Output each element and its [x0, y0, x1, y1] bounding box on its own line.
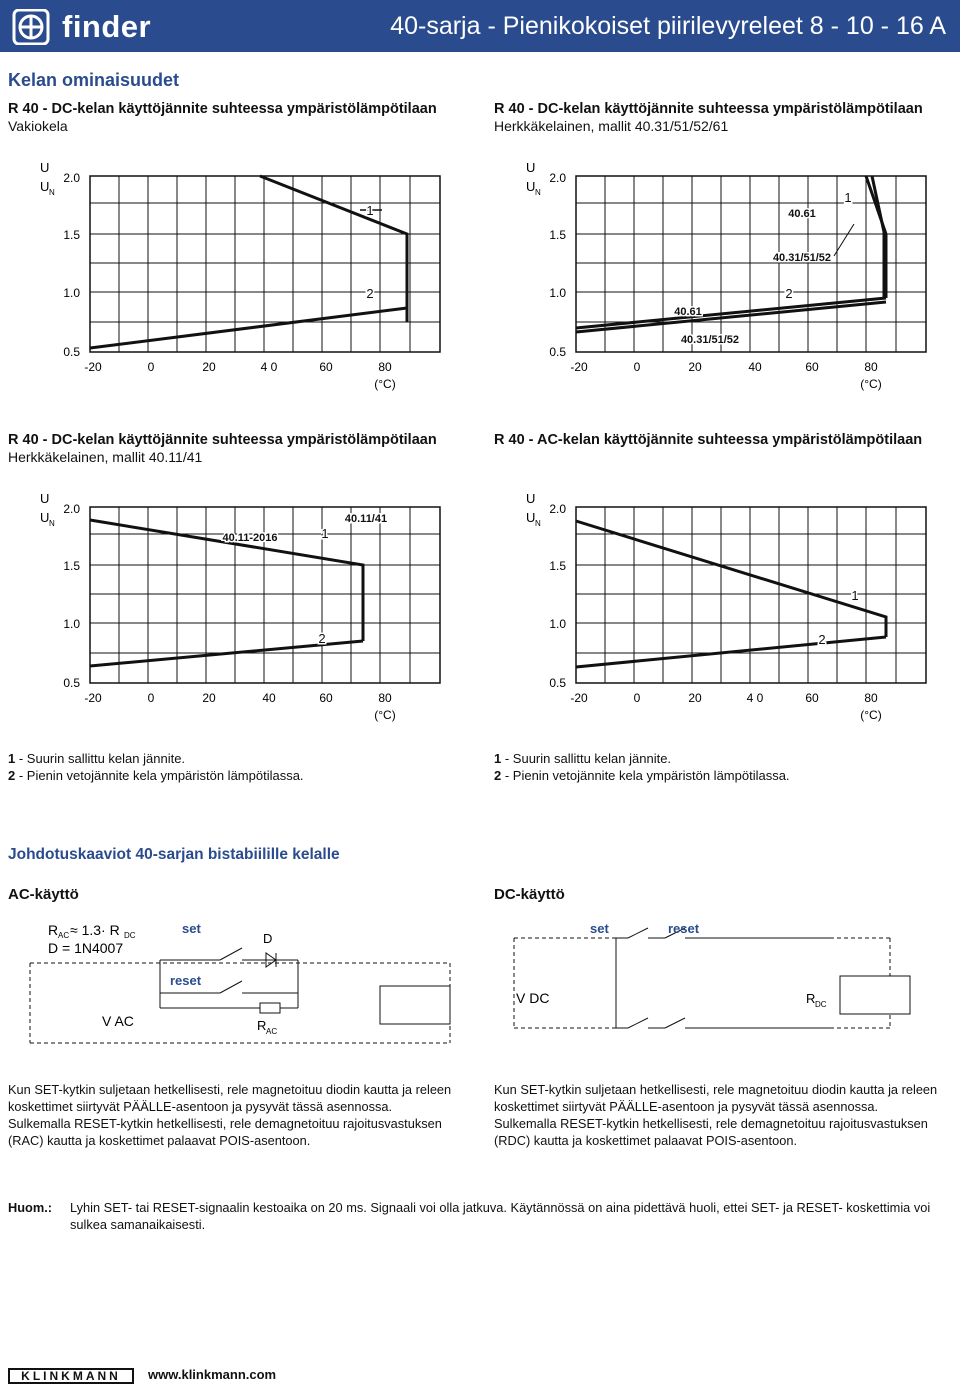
chart-4-xtick: -20: [570, 691, 588, 705]
chart-4-heading: R 40 - AC-kelan käyttöjännite suhteessa ympäristölämpötilaan: [494, 432, 923, 448]
chart-1-label-2: 2: [366, 286, 374, 301]
chart-1-xunit: (°C): [374, 377, 396, 391]
chart-1-ytick: 0.5: [63, 345, 80, 359]
dc-heading: DC-käyttö: [494, 886, 565, 903]
chart-1-xtick: 0: [147, 360, 155, 374]
chart-1-label-1: 1: [366, 203, 374, 218]
note-2-number: 2: [494, 768, 502, 783]
dc-relay-coil: [840, 976, 910, 1014]
chart-2-curve-2a: [576, 298, 886, 328]
chart-2-xtick: 20: [688, 360, 702, 374]
chart-4-label-1: 1: [851, 588, 859, 603]
klinkmann-logo: KLINKMANN: [8, 1368, 134, 1384]
dc-set-label: set: [590, 921, 609, 936]
chart-2-label-4061-top: 40.61: [788, 208, 816, 220]
page-header: [0, 0, 960, 52]
chart-3-xtick: -20: [84, 691, 102, 705]
dc-vdc-label: V DC: [516, 990, 550, 1006]
chart-2-label-403151-top: 40.31/51/52: [772, 252, 832, 264]
note-1-text: - Suurin sallittu kelan jännite.: [15, 751, 186, 766]
ac-set-label: set: [182, 921, 201, 936]
ac-formula-r: R: [48, 922, 59, 938]
chart-2-label-2: 2: [785, 286, 793, 301]
chart-4-xunit: (°C): [860, 708, 882, 722]
chart-3-ytick: 1.5: [63, 559, 80, 573]
chart-2-xunit: (°C): [860, 377, 882, 391]
chart-1-ytick: 1.0: [63, 286, 80, 300]
ac-diode-label: D: [263, 931, 273, 946]
chart-3-subtitle: Herkkäkelainen, mallit 40.11/41: [8, 449, 203, 465]
chart-2-label-403151-bottom: 40.31/51/52: [680, 334, 740, 346]
note-block: [8, 1199, 943, 1233]
chart-4-ylabel-bottom: U: [526, 510, 536, 525]
chart-4-ytick: 0.5: [549, 676, 566, 690]
dc-wire-solid: [616, 928, 830, 1028]
ac-formula-mid: ≈ 1.3· R: [70, 922, 120, 938]
dc-reset-label: reset: [668, 921, 700, 936]
brand-name: finder: [62, 9, 152, 44]
section-title-wiring: Johdotuskaaviot 40-sarjan bistabiilille kelalle: [8, 846, 340, 863]
ac-rac-sub: AC: [266, 1027, 278, 1036]
page-title: 40-sarja - Pienikokoiset piirilevyreleet 8 - 10 - 16 A: [390, 12, 946, 40]
note-1-text: - Suurin sallittu kelan jännite.: [501, 751, 672, 766]
dc-rdc-sub: DC: [815, 1000, 827, 1009]
chart-4-title: [494, 432, 922, 449]
ac-rac-label: R: [257, 1018, 267, 1033]
chart-1-curve-2: [90, 308, 407, 348]
chart-4-ytick: 2.0: [549, 502, 566, 516]
chart-3-ylabel-bottom: U: [40, 510, 50, 525]
ac-relay-coil: [380, 986, 450, 1024]
chart-3-label-1: 1: [321, 526, 329, 541]
section-title-coil: Kelan ominaisuudet: [8, 70, 180, 90]
chart-2-xtick: 60: [805, 360, 819, 374]
footer-url-link[interactable]: www.klinkmann.com: [148, 1367, 277, 1382]
chart-2-ytick: 1.5: [549, 228, 566, 242]
note-1-number: 1: [8, 751, 16, 766]
chart-4-curve-1: [576, 521, 886, 637]
chart-3-label-2: 2: [318, 631, 326, 646]
chart-1-ylabel-top: U: [40, 160, 50, 175]
chart-3-xunit: (°C): [374, 708, 396, 722]
chart-2-ytick: 1.0: [549, 286, 566, 300]
chart-1-curve-1: [260, 176, 407, 322]
chart-1: [30, 152, 470, 402]
chart-2-ytick: 2.0: [549, 171, 566, 185]
dc-wire-dashed: [514, 938, 890, 1028]
chart-1-xtick: -20: [84, 360, 102, 374]
chart-1-ylabel-bottom: U: [40, 179, 50, 194]
chart-3-ylabel-sub: N: [49, 519, 55, 528]
ac-reset-label: reset: [170, 973, 202, 988]
chart-3-ylabel-top: U: [40, 491, 50, 506]
ac-description: Kun SET-kytkin suljetaan hetkellisesti, rele magnetoituu diodin kautta ja releen koskettimet siirtyvät PÄÄLLE-asentoon ja pysyvät tässä asennossa. Sulkemalla RESET-kytkin hetkellisesti, rele demagnetoituu rajoitusvastuksen (RAC) kautta ja koskettimet palaavat POIS-asentoon.: [8, 1082, 452, 1148]
chart-2-label-4061-bottom: 40.61: [674, 306, 702, 318]
chart-1-xtick: 4 0: [260, 360, 278, 374]
chart-2-curve-2b: [576, 302, 886, 332]
chart-4-ylabel-top: U: [526, 491, 536, 506]
chart-4-curve-2: [576, 637, 886, 667]
note-2-text: - Pienin vetojännite kela ympäristön lämpötilassa.: [15, 768, 304, 783]
chart-4-label-2: 2: [818, 632, 826, 647]
dc-wiring-diagram: [500, 918, 950, 1048]
ac-formula-mid-sub: DC: [124, 931, 136, 940]
chart-4-grid: [576, 507, 926, 683]
dc-rdc-label: R: [806, 991, 816, 1006]
chart-3-title: [8, 432, 437, 466]
ac-vac-label: V AC: [102, 1013, 134, 1029]
note-text: Lyhin SET- tai RESET-signaalin kestoaika on 20 ms. Signaali voi olla jatkuva. Käytännössä on aina pidettävä huoli, ettei SET- ja RESET- koskettimia voi sulkea samanaikaisesti.: [70, 1200, 931, 1232]
chart-4: [516, 483, 956, 733]
chart-2-label-1: 1: [844, 190, 852, 205]
legend-notes-left: [8, 750, 304, 784]
chart-3-xtick: 0: [147, 691, 155, 705]
ac-resistor: [260, 1003, 280, 1013]
chart-3: [30, 483, 470, 733]
chart-2-ylabel-sub: N: [535, 188, 541, 197]
chart-1-heading: R 40 - DC-kelan käyttöjännite suhteessa ympäristölämpötilaan: [8, 101, 437, 117]
finder-logo: [12, 9, 182, 45]
chart-3-xtick: 20: [202, 691, 216, 705]
chart-2-xtick: 0: [633, 360, 641, 374]
chart-3-ytick: 2.0: [63, 502, 80, 516]
chart-2-ytick: 0.5: [549, 345, 566, 359]
ac-heading: AC-käyttö: [8, 886, 79, 903]
chart-4-ytick: 1.0: [549, 617, 566, 631]
note-2-number: 2: [8, 768, 16, 783]
chart-3-xtick: 60: [319, 691, 333, 705]
chart-4-xtick: 0: [633, 691, 641, 705]
chart-2-ylabel-bottom: U: [526, 179, 536, 194]
chart-3-label-1141: 40.11/41: [344, 513, 388, 525]
chart-1-xtick: 80: [378, 360, 392, 374]
chart-3-xtick: 40: [262, 691, 276, 705]
chart-1-ylabel-sub: N: [49, 188, 55, 197]
chart-3-heading: R 40 - DC-kelan käyttöjännite suhteessa ympäristölämpötilaan: [8, 432, 437, 448]
ac-wiring-diagram: [20, 918, 480, 1048]
chart-3-ytick: 0.5: [63, 676, 80, 690]
chart-2-xtick: -20: [570, 360, 588, 374]
chart-1-ytick: 2.0: [63, 171, 80, 185]
chart-2: [516, 152, 956, 402]
chart-3-xtick: 80: [378, 691, 392, 705]
chart-2-heading: R 40 - DC-kelan käyttöjännite suhteessa ympäristölämpötilaan: [494, 101, 923, 117]
chart-4-ylabel-sub: N: [535, 519, 541, 528]
chart-4-xtick: 20: [688, 691, 702, 705]
chart-2-subtitle: Herkkäkelainen, mallit 40.31/51/52/61: [494, 118, 729, 134]
chart-1-title: [8, 101, 437, 135]
ac-formula-r-sub: AC: [58, 931, 70, 940]
chart-2-ylabel-top: U: [526, 160, 536, 175]
note-label: Huom.:: [8, 1200, 53, 1215]
chart-1-xtick: 60: [319, 360, 333, 374]
legend-notes-right: [494, 750, 790, 784]
chart-4-ytick: 1.5: [549, 559, 566, 573]
ac-formula-d: D = 1N4007: [48, 940, 124, 956]
chart-1-ytick: 1.5: [63, 228, 80, 242]
chart-2-xtick: 80: [864, 360, 878, 374]
chart-2-title: [494, 101, 923, 135]
chart-4-xtick: 4 0: [746, 691, 764, 705]
chart-3-ytick: 1.0: [63, 617, 80, 631]
note-2-text: - Pienin vetojännite kela ympäristön lämpötilassa.: [501, 768, 790, 783]
chart-2-xtick: 40: [748, 360, 762, 374]
chart-1-subtitle: Vakiokela: [8, 118, 68, 134]
dc-description: Kun SET-kytkin suljetaan hetkellisesti, rele magnetoituu diodin kautta ja releen koskettimet siirtyvät PÄÄLLE-asentoon ja pysyvät tässä asennossa. Sulkemalla RESET-kytkin hetkellisesti, rele demagnetoituu rajoitusvastuksen (RDC) kautta ja koskettimet palaavat POIS-asentoon.: [494, 1082, 938, 1148]
chart-3-label-2016: 40.11-2016: [222, 532, 278, 544]
chart-4-xtick: 60: [805, 691, 819, 705]
chart-4-xtick: 80: [864, 691, 878, 705]
finder-logo-icon: [12, 9, 52, 45]
chart-1-xtick: 20: [202, 360, 216, 374]
note-1-number: 1: [494, 751, 502, 766]
